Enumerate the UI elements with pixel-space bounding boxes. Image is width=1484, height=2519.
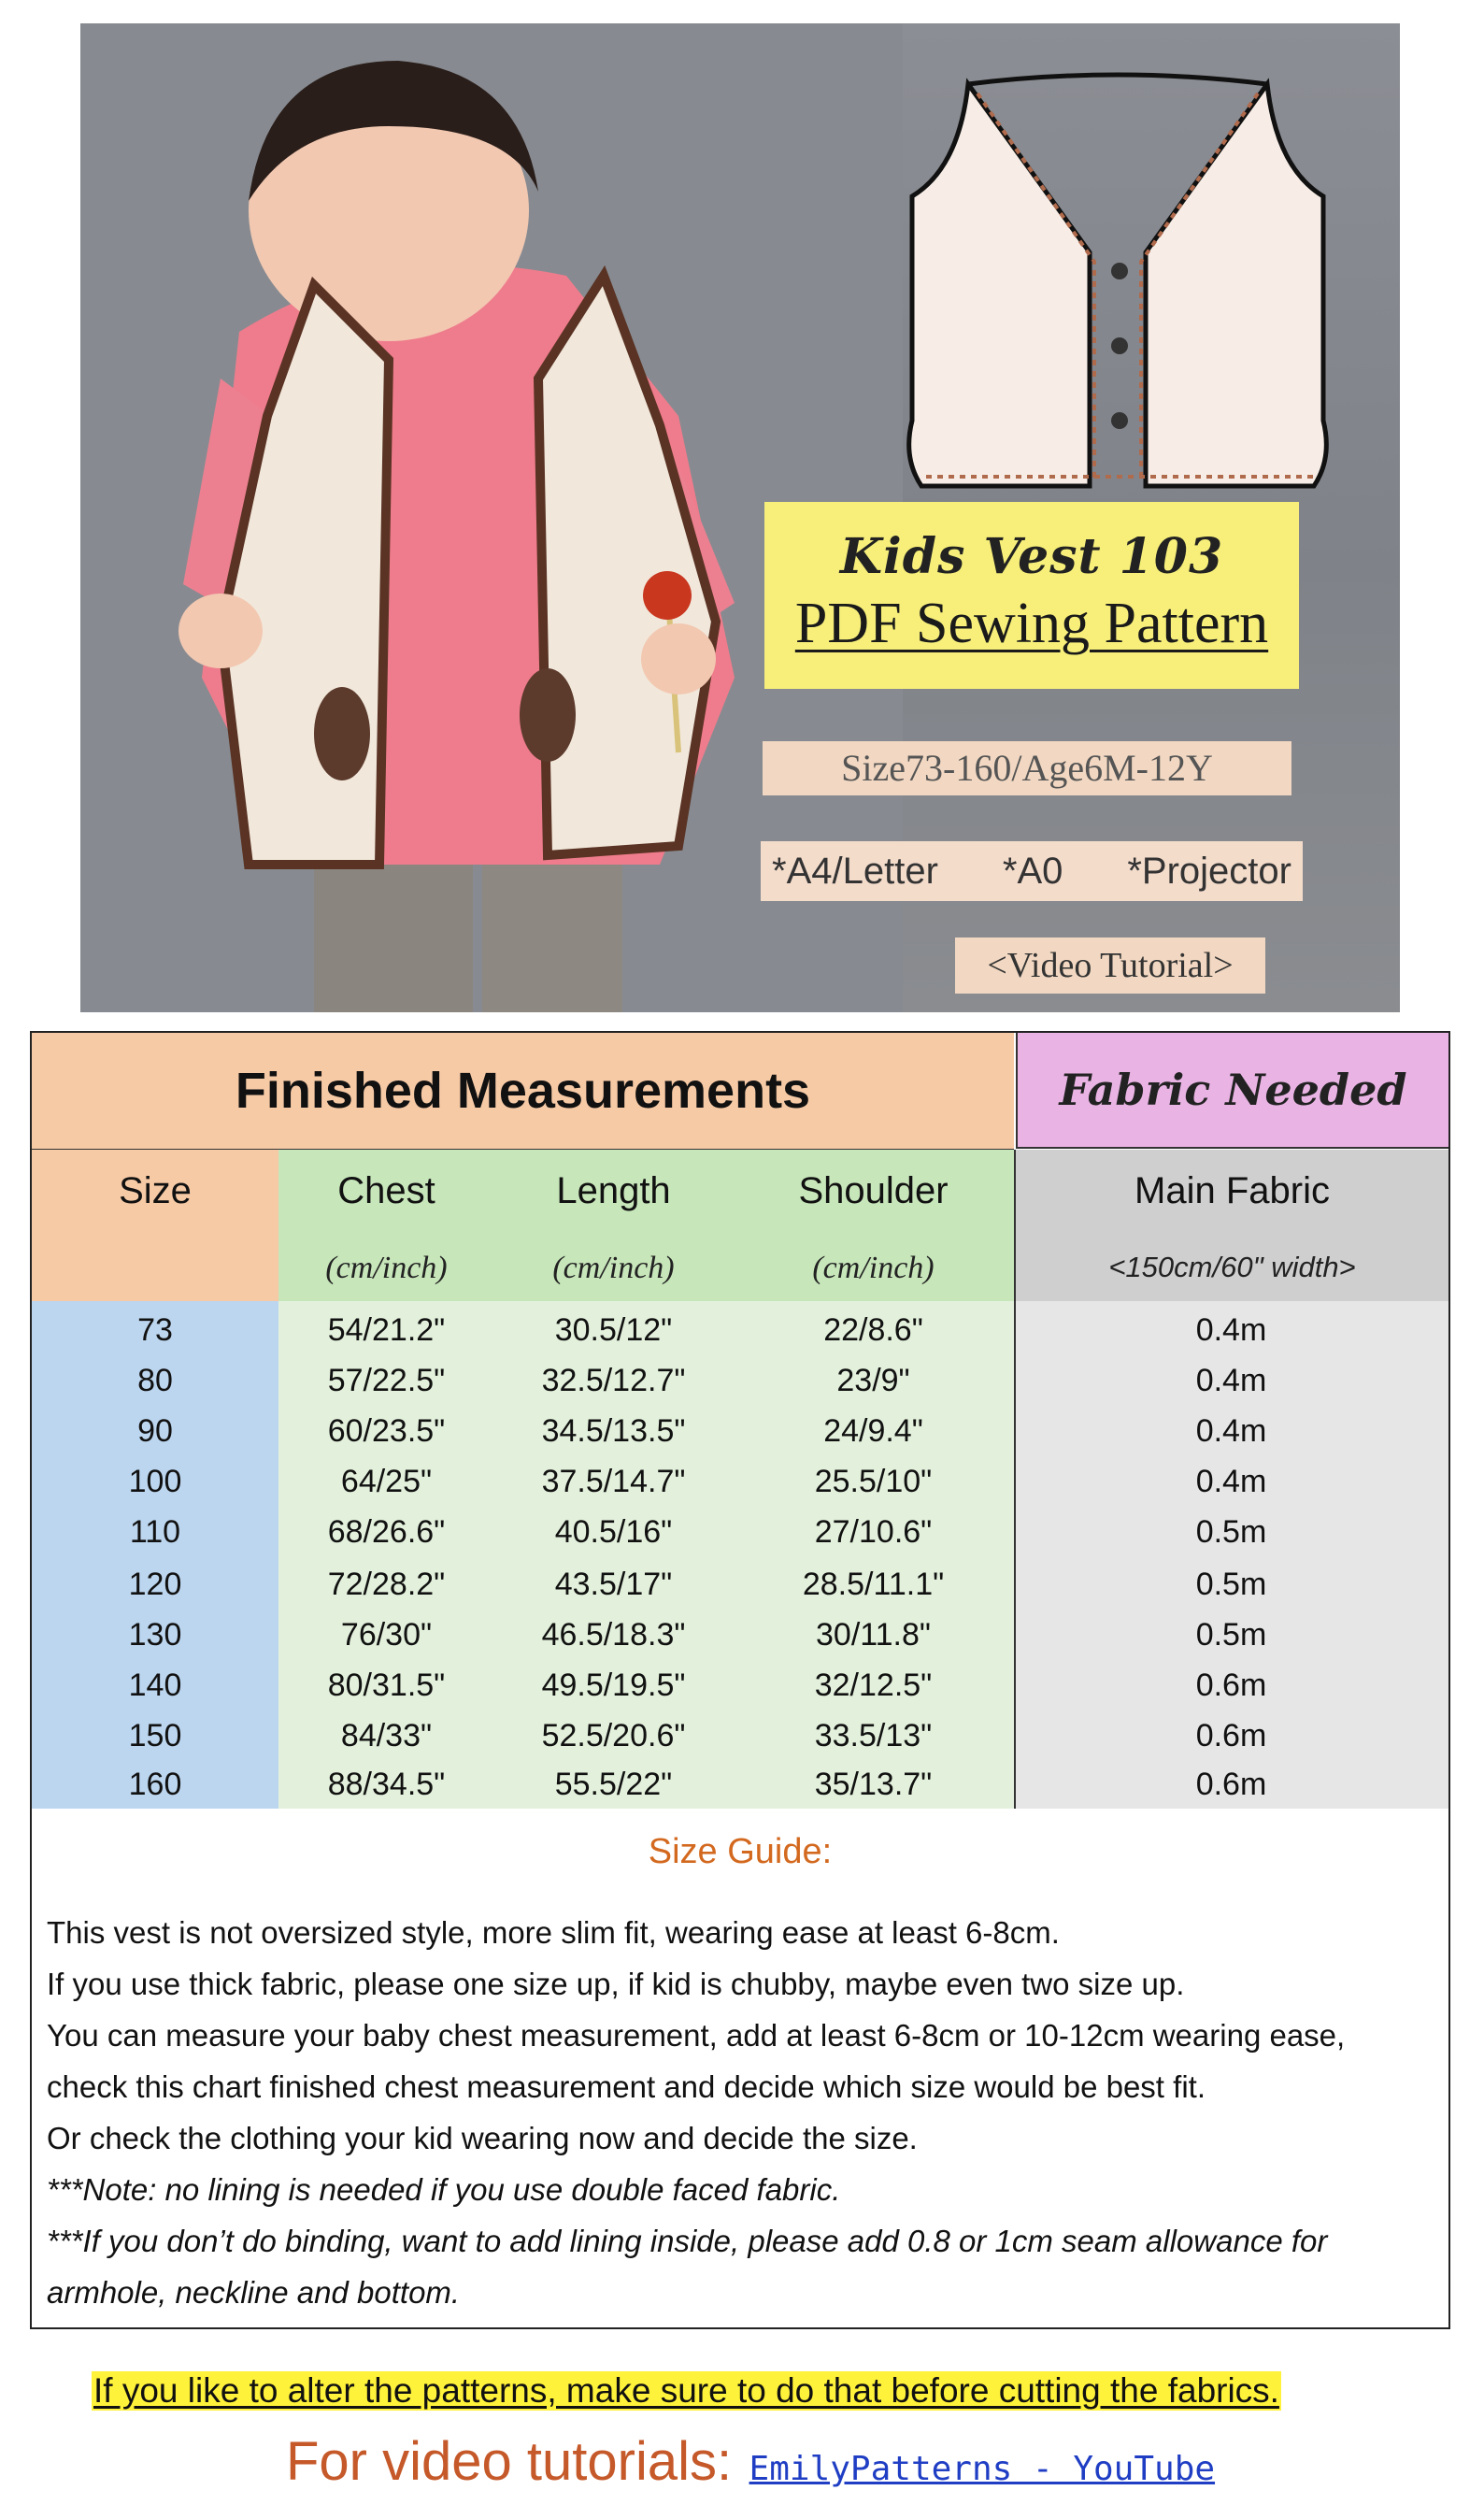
column-header-main-fabric: Main Fabric bbox=[1134, 1170, 1330, 1211]
size-range-badge: Size73-160/Age6M-12Y bbox=[763, 741, 1291, 795]
cell-fabric: 0.4m bbox=[1195, 1464, 1267, 1499]
cell-chest: 88/34.5" bbox=[327, 1767, 446, 1802]
cell-fabric: 0.4m bbox=[1195, 1413, 1267, 1449]
cell-length: 55.5/22" bbox=[554, 1767, 673, 1802]
guide-note: ***Note: no lining is needed if you use double faced fabric. bbox=[47, 2172, 841, 2207]
video-tutorial-label: For video tutorials: bbox=[286, 2431, 733, 2492]
cell-chest: 54/21.2" bbox=[327, 1312, 446, 1348]
cell-chest: 72/28.2" bbox=[327, 1567, 446, 1602]
cell-fabric: 0.5m bbox=[1195, 1567, 1267, 1602]
guide-line: Or check the clothing your kid wearing now and decide the size. bbox=[47, 2121, 918, 2155]
cell-shoulder: 28.5/11.1" bbox=[802, 1567, 945, 1602]
format-a0: *A0 bbox=[1002, 850, 1063, 892]
cell-size: 110 bbox=[129, 1514, 181, 1550]
size-guide-title: Size Guide: bbox=[648, 1832, 833, 1871]
cell-size: 150 bbox=[128, 1718, 182, 1753]
cell-fabric: 0.5m bbox=[1195, 1617, 1267, 1653]
cell-chest: 84/33" bbox=[340, 1718, 433, 1753]
table-row bbox=[32, 1406, 1448, 1456]
guide-note: ***If you don’t do binding, want to add lining inside, please add 0.8 or 1cm seam allowance for bbox=[47, 2224, 1328, 2258]
youtube-channel-link[interactable]: EmilyPatterns - YouTube bbox=[749, 2450, 1216, 2488]
table-row bbox=[32, 1305, 1448, 1355]
table-row bbox=[32, 1507, 1448, 1557]
cell-length: 46.5/18.3" bbox=[541, 1617, 686, 1653]
cell-fabric: 0.4m bbox=[1195, 1363, 1267, 1398]
cell-chest: 80/31.5" bbox=[327, 1667, 446, 1703]
cell-length: 37.5/14.7" bbox=[541, 1464, 686, 1499]
video-tutorial-badge: <Video Tutorial> bbox=[955, 937, 1265, 994]
cell-size: 73 bbox=[137, 1312, 173, 1348]
pattern-subtitle: PDF Sewing Pattern bbox=[794, 592, 1269, 655]
format-projector: *Projector bbox=[1127, 850, 1291, 892]
cell-chest: 68/26.6" bbox=[327, 1514, 446, 1550]
cell-shoulder: 22/8.6" bbox=[823, 1312, 923, 1348]
cell-fabric: 0.6m bbox=[1195, 1767, 1267, 1802]
table-row bbox=[32, 1610, 1448, 1660]
cell-size: 80 bbox=[137, 1363, 173, 1398]
unit-length: (cm/inch) bbox=[552, 1251, 675, 1285]
alter-pattern-notice: If you like to alter the patterns, make sure to do that before cutting the fabrics. bbox=[93, 2371, 1279, 2410]
table-row bbox=[32, 1759, 1448, 1810]
table-row bbox=[32, 1456, 1448, 1507]
cell-length: 30.5/12" bbox=[554, 1312, 673, 1348]
format-a4-letter: *A4/Letter bbox=[772, 850, 938, 892]
cell-chest: 64/25" bbox=[340, 1464, 433, 1499]
table-row bbox=[32, 1355, 1448, 1406]
cell-shoulder: 27/10.6" bbox=[814, 1514, 933, 1550]
cell-fabric: 0.6m bbox=[1195, 1718, 1267, 1753]
video-tutorial-line bbox=[286, 2430, 1215, 2493]
cell-shoulder: 25.5/10" bbox=[814, 1464, 933, 1499]
guide-line: This vest is not oversized style, more slim fit, wearing ease at least 6-8cm. bbox=[47, 1915, 1060, 1950]
cell-shoulder: 30/11.8" bbox=[816, 1617, 931, 1653]
cell-size: 90 bbox=[137, 1413, 173, 1449]
cell-shoulder: 32/12.5" bbox=[814, 1667, 933, 1703]
cell-chest: 76/30" bbox=[340, 1617, 433, 1653]
pattern-name: Kids Vest 103 bbox=[839, 528, 1224, 585]
guide-line: If you use thick fabric, please one size up, if kid is chubby, maybe even two size up. bbox=[47, 1967, 1185, 2001]
cell-shoulder: 35/13.7" bbox=[814, 1767, 933, 1802]
cell-shoulder: 24/9.4" bbox=[823, 1413, 923, 1449]
column-header-length: Length bbox=[556, 1170, 671, 1211]
cell-length: 32.5/12.7" bbox=[541, 1363, 686, 1398]
column-header-chest: Chest bbox=[337, 1170, 435, 1211]
guide-line: check this chart finished chest measurement and decide which size would be best fit. bbox=[47, 2069, 1206, 2104]
cell-size: 100 bbox=[128, 1464, 182, 1499]
cell-fabric: 0.5m bbox=[1195, 1514, 1267, 1550]
column-header-size: Size bbox=[119, 1170, 192, 1211]
cell-fabric: 0.6m bbox=[1195, 1667, 1267, 1703]
column-header-shoulder: Shoulder bbox=[798, 1170, 949, 1211]
hero-banner bbox=[80, 23, 1400, 1012]
cell-chest: 60/23.5" bbox=[327, 1413, 446, 1449]
cell-length: 34.5/13.5" bbox=[541, 1413, 686, 1449]
pattern-title-box bbox=[764, 502, 1299, 689]
cell-length: 43.5/17" bbox=[554, 1567, 673, 1602]
unit-fabric-width: <150cm/60" width> bbox=[1108, 1251, 1356, 1283]
table-row bbox=[32, 1710, 1448, 1761]
cell-shoulder: 33.5/13" bbox=[814, 1718, 933, 1753]
cell-length: 52.5/20.6" bbox=[541, 1718, 686, 1753]
format-list bbox=[761, 841, 1303, 901]
cell-shoulder: 23/9" bbox=[836, 1363, 910, 1398]
cell-fabric: 0.4m bbox=[1195, 1312, 1267, 1348]
cell-size: 160 bbox=[128, 1767, 182, 1802]
fabric-needed-header: Fabric Needed bbox=[1016, 1033, 1448, 1149]
cell-size: 140 bbox=[128, 1667, 182, 1703]
cell-size: 120 bbox=[128, 1567, 182, 1602]
cell-length: 49.5/19.5" bbox=[541, 1667, 686, 1703]
table-row bbox=[32, 1660, 1448, 1710]
cell-size: 130 bbox=[128, 1617, 182, 1653]
cell-length: 40.5/16" bbox=[554, 1514, 673, 1550]
cell-chest: 57/22.5" bbox=[327, 1363, 446, 1398]
size-guide-text bbox=[47, 1907, 1430, 2318]
vest-sketch-illustration bbox=[903, 47, 1333, 505]
unit-chest: (cm/inch) bbox=[325, 1251, 448, 1285]
table-row bbox=[32, 1559, 1448, 1610]
finished-measurements-header: Finished Measurements bbox=[32, 1033, 1014, 1151]
guide-note: armhole, neckline and bottom. bbox=[47, 2275, 461, 2310]
guide-line: You can measure your baby chest measurement, add at least 6-8cm or 10-12cm wearing ease, bbox=[47, 2018, 1346, 2053]
unit-shoulder: (cm/inch) bbox=[812, 1251, 935, 1285]
